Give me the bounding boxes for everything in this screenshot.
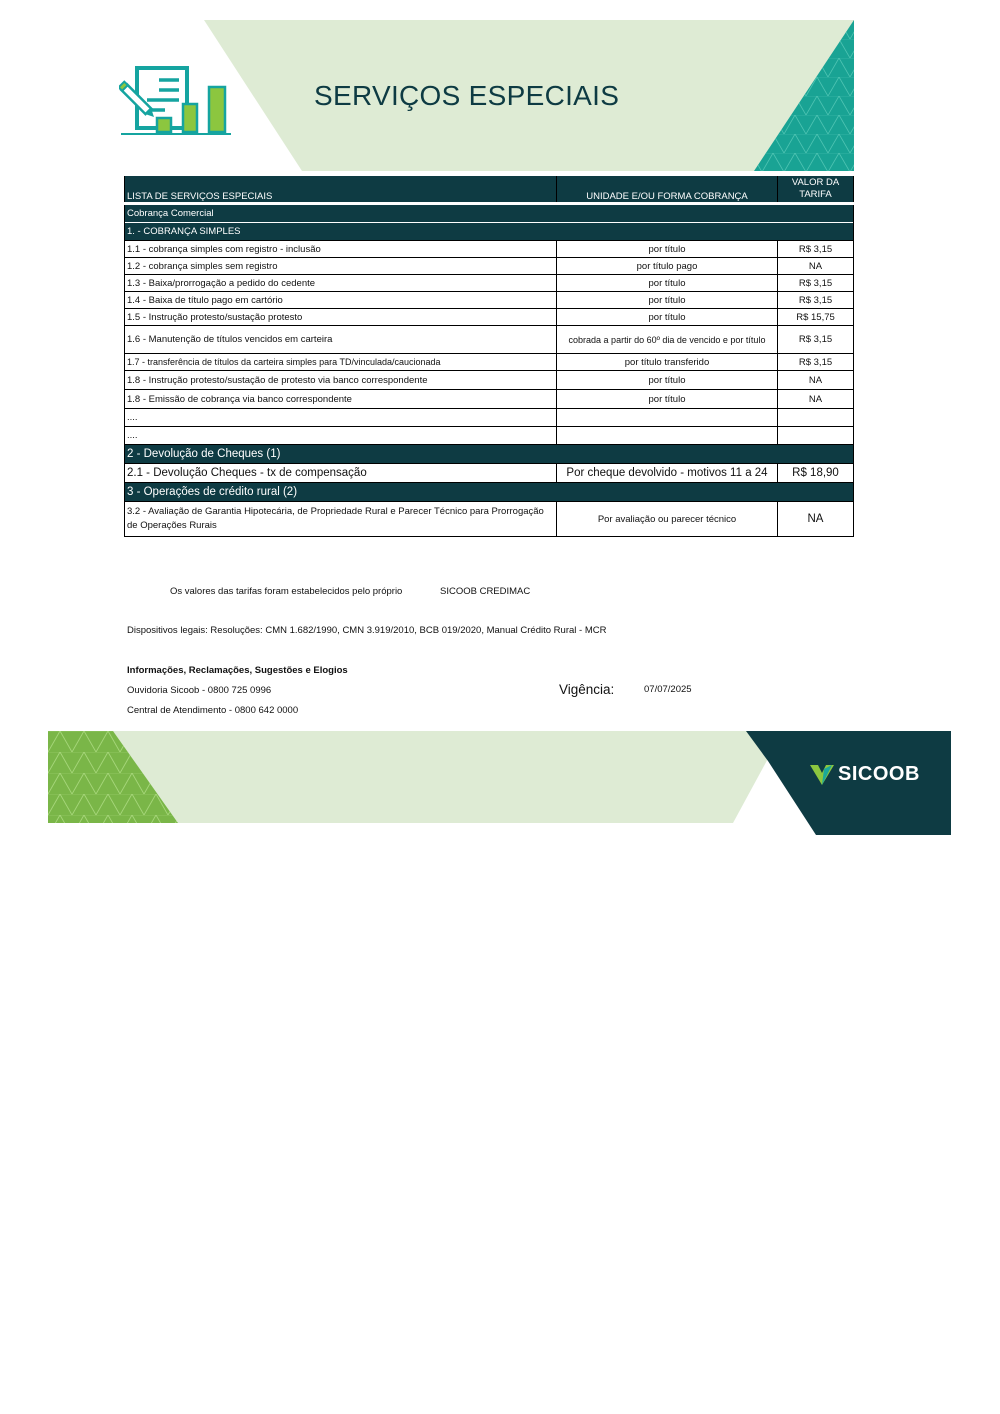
legal-provisions: Dispositivos legais: Resoluções: CMN 1.682/1990, CMN 3.919/2010, BCB 019/2020, Manual Crédito Rural - MCR bbox=[127, 625, 607, 636]
central-phone: Central de Atendimento - 0800 642 0000 bbox=[127, 705, 299, 716]
table-row bbox=[125, 258, 854, 275]
sicoob-wordmark: SICOOB bbox=[838, 763, 920, 785]
service-cell: 1.6 - Manutenção de títulos vencidos em carteira bbox=[125, 326, 557, 354]
unit-cell: por título bbox=[557, 292, 778, 309]
vigencia-label: Vigência: bbox=[559, 682, 615, 697]
unit-cell: cobrada a partir do 60º dia de vencido e por título bbox=[557, 326, 778, 354]
section-title: 3 - Operações de crédito rural (2) bbox=[125, 483, 854, 502]
service-cell: 1.8 - Emissão de cobrança via banco correspondente bbox=[125, 390, 557, 409]
unit-cell: Por avaliação ou parecer técnico bbox=[557, 502, 778, 537]
table-row bbox=[125, 464, 854, 483]
value-cell: R$ 15,75 bbox=[778, 309, 854, 326]
document-chart-icon bbox=[119, 64, 235, 136]
column-header-value: VALOR DA TARIFA bbox=[778, 176, 854, 202]
value-cell bbox=[778, 409, 854, 427]
table-row bbox=[125, 326, 854, 354]
section-header-1 bbox=[125, 223, 854, 241]
unit-cell: por título bbox=[557, 371, 778, 390]
ouvidoria-phone: Ouvidoria Sicoob - 0800 725 0996 bbox=[127, 685, 272, 696]
sicoob-mark-icon bbox=[810, 765, 834, 785]
table-row bbox=[125, 409, 854, 427]
sicoob-logo bbox=[810, 763, 920, 786]
table-row bbox=[125, 502, 854, 537]
service-cell: 1.2 - cobrança simples sem registro bbox=[125, 258, 557, 275]
value-cell bbox=[778, 427, 854, 445]
value-cell: NA bbox=[778, 258, 854, 275]
service-cell: 1.5 - Instrução protesto/sustação protesto bbox=[125, 309, 557, 326]
column-header-unit: UNIDADE E/OU FORMA COBRANÇA bbox=[557, 176, 778, 202]
unit-cell: por título bbox=[557, 309, 778, 326]
unit-cell bbox=[557, 409, 778, 427]
value-cell: R$ 3,15 bbox=[778, 241, 854, 258]
service-cell: 1.4 - Baixa de título pago em cartório bbox=[125, 292, 557, 309]
section-header-2 bbox=[125, 445, 854, 464]
table-row bbox=[125, 371, 854, 390]
table-row bbox=[125, 241, 854, 258]
table-row bbox=[125, 309, 854, 326]
contact-title: Informações, Reclamações, Sugestões e Elogios bbox=[127, 665, 348, 676]
tariff-table bbox=[124, 176, 854, 537]
table-row bbox=[125, 427, 854, 445]
unit-cell: por título bbox=[557, 241, 778, 258]
value-cell: R$ 3,15 bbox=[778, 354, 854, 371]
unit-cell: por título transferido bbox=[557, 354, 778, 371]
table-row bbox=[125, 275, 854, 292]
category-row bbox=[125, 205, 854, 223]
table-row bbox=[125, 354, 854, 371]
unit-cell: por título pago bbox=[557, 258, 778, 275]
unit-cell: por título bbox=[557, 275, 778, 292]
value-cell: NA bbox=[778, 390, 854, 409]
service-cell: 1.3 - Baixa/prorrogação a pedido do cedente bbox=[125, 275, 557, 292]
value-cell: R$ 3,15 bbox=[778, 326, 854, 354]
table-row bbox=[125, 292, 854, 309]
service-cell: .... bbox=[125, 409, 557, 427]
vigencia-date: 07/07/2025 bbox=[644, 684, 692, 695]
value-cell: R$ 3,15 bbox=[778, 292, 854, 309]
service-cell: 1.7 - transferência de títulos da carteira simples para TD/vinculada/caucionada bbox=[125, 354, 557, 371]
section-header-3 bbox=[125, 483, 854, 502]
unit-cell: Por cheque devolvido - motivos 11 a 24 bbox=[557, 464, 778, 483]
page-title: SERVIÇOS ESPECIAIS bbox=[314, 80, 620, 111]
table-row bbox=[125, 390, 854, 409]
service-cell: .... bbox=[125, 427, 557, 445]
value-cell: R$ 3,15 bbox=[778, 275, 854, 292]
category-label: Cobrança Comercial bbox=[125, 205, 854, 223]
footer-banner bbox=[48, 731, 951, 835]
service-cell: 3.2 - Avaliação de Garantia Hipotecária, de Propriedade Rural e Parecer Técnico para Prorrogação de Operações Rurais bbox=[125, 502, 557, 537]
value-cell: NA bbox=[778, 502, 854, 537]
unit-cell bbox=[557, 427, 778, 445]
table-header-row bbox=[125, 176, 854, 202]
unit-cell: por título bbox=[557, 390, 778, 409]
column-header-service: LISTA DE SERVIÇOS ESPECIAIS bbox=[125, 176, 557, 202]
tariff-note: Os valores das tarifas foram estabelecidos pelo próprio bbox=[170, 586, 403, 597]
service-cell: 1.8 - Instrução protesto/sustação de protesto via banco correspondente bbox=[125, 371, 557, 390]
service-cell: 2.1 - Devolução Cheques - tx de compensação bbox=[125, 464, 557, 483]
value-cell: R$ 18,90 bbox=[778, 464, 854, 483]
service-cell: 1.1 - cobrança simples com registro - inclusão bbox=[125, 241, 557, 258]
section-title: 1. - COBRANÇA SIMPLES bbox=[125, 223, 854, 241]
header-banner bbox=[124, 20, 854, 171]
cooperative-name: SICOOB CREDIMAC bbox=[440, 586, 531, 597]
section-title: 2 - Devolução de Cheques (1) bbox=[125, 445, 854, 464]
value-cell: NA bbox=[778, 371, 854, 390]
